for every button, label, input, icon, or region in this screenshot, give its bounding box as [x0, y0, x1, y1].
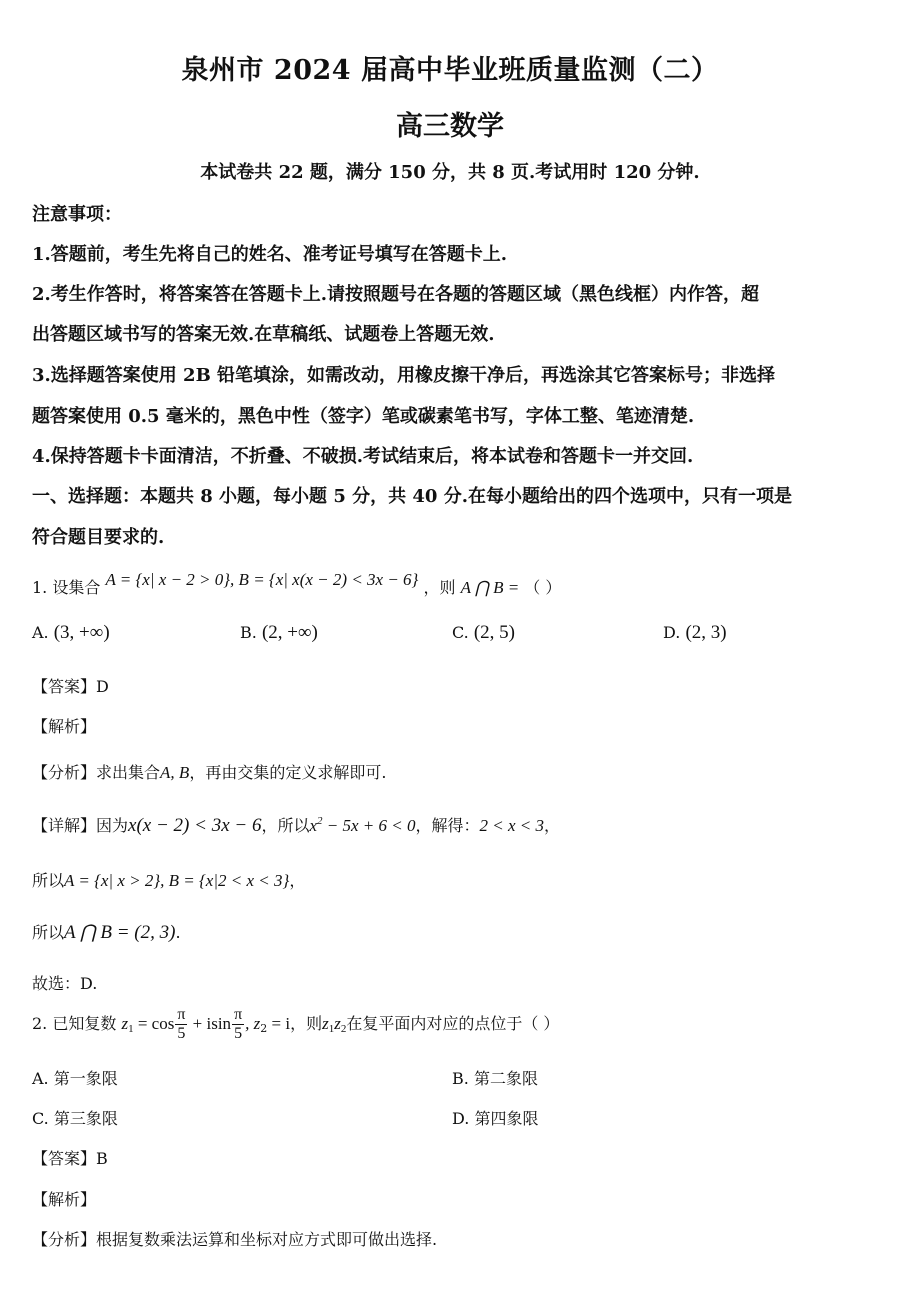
question-2-answer: [32, 1146, 872, 1169]
question-1-detail: [32, 813, 872, 837]
q2-z1-expr: [121, 1014, 174, 1033]
q2-tail: 在复平面内对应的点位于（ ）: [346, 1014, 560, 1033]
notes-heading: 注意事项：: [32, 204, 122, 225]
option-b-value: (2, +∞): [261, 622, 318, 643]
detail-text-c: ，解得：: [415, 816, 480, 835]
q2-eq-i: = i: [267, 1014, 291, 1033]
question-1-then: ，则: [423, 578, 456, 597]
q2-frac-1: [175, 1006, 187, 1043]
section-heading-line2: 符合题目要求的.: [32, 527, 165, 548]
so2-math: A ⋂ B = (2, 3): [64, 922, 176, 943]
detail-math-3: 2 < x < 3: [479, 816, 544, 835]
section-heading-line1: 一、选择题：本题共 8 小题，每小题 5 分，共 40 分.在每小题给出的四个选项中，只有一项是: [32, 486, 792, 507]
question-1-option-c: [452, 622, 515, 644]
fenxi-tag: 【分析】: [32, 763, 97, 782]
note-4: 4.保持答题卡卡面清洁，不折叠、不破损.考试结束后，将本试卷和答题卡一并交回.: [32, 446, 694, 467]
answer-tag: 【答案】: [32, 677, 97, 696]
question-1-option-b: [240, 622, 318, 644]
question-2-stem: [32, 1006, 872, 1043]
question-1-so-sets: [32, 868, 872, 891]
option-d-value: (2, 3): [685, 622, 727, 643]
q2-prefix: 2. 已知复数: [32, 1014, 117, 1033]
detail-math-2-x: x: [309, 816, 318, 835]
q2-comma-z: , z: [245, 1014, 261, 1033]
question-2-fenxi: [32, 1227, 872, 1250]
note-3-line2: 题答案使用 0.5 毫米的，黑色中性（签字）笔或碳素笔书写，字体工整、笔迹清楚.: [32, 406, 695, 427]
q2-option-b-label: B.: [452, 1069, 469, 1088]
question-2-option-a: [32, 1066, 118, 1089]
q2-option-c-label: C.: [32, 1109, 49, 1128]
option-d-label: D.: [663, 623, 681, 642]
exam-subject: 高三数学: [396, 111, 504, 142]
so1-text: 所以: [32, 871, 65, 890]
q2-mid-text: ，则: [290, 1014, 323, 1033]
option-a-value: (3, +∞): [53, 622, 110, 643]
q2-fenxi-text: 根据复数乘法运算和坐标对应方式即可做出选择.: [96, 1230, 438, 1249]
q2-z2-sub: 2: [260, 1022, 268, 1035]
q2-option-d-value: 第四象限: [474, 1109, 539, 1128]
q2-prod-z2: z: [334, 1014, 341, 1033]
answer-value: D: [96, 677, 109, 696]
question-2-option-c: [32, 1106, 118, 1129]
question-1-analysis-tag: 【解析】: [32, 717, 97, 736]
question-2-option-b: [452, 1066, 538, 1089]
q2-frac-1-den: 5: [177, 1025, 186, 1042]
note-1: 1.答题前，考生先将自己的姓名、准考证号填写在答题卡上.: [32, 244, 508, 265]
question-1-option-a: [32, 622, 110, 644]
note-2-line1: 2.考生作答时，将答案答在答题卡上.请按照题号在各题的答题区域（黑色线框）内作答，超: [32, 284, 760, 305]
option-c-label: C.: [452, 623, 469, 642]
option-b-label: B.: [240, 623, 257, 642]
question-2-option-d: [452, 1106, 538, 1129]
question-1-expr: A ⋂ B =: [460, 578, 520, 597]
option-a-label: A.: [32, 623, 49, 642]
q2-frac-2-num: π: [234, 1006, 243, 1023]
so2-text: 所以: [32, 923, 65, 942]
q2-eq-cos: = cos: [133, 1014, 175, 1033]
note-2-line2: 出答题区域书写的答案无效.在草稿纸、试题卷上答题无效.: [32, 324, 495, 345]
q2-prod-sub1: 1: [328, 1023, 335, 1035]
q2-frac-2: [232, 1006, 244, 1043]
q2-answer-tag: 【答案】: [32, 1149, 97, 1168]
q2-z1: z: [121, 1014, 129, 1033]
question-1-paren: （ ）: [524, 578, 562, 597]
exam-intro: 本试卷共 22 题，满分 150 分，共 8 页.考试用时 120 分钟.: [200, 162, 700, 183]
question-1-sets: A = {x| x − 2 > 0}, B = {x| x(x − 2) < 3x − 6}: [105, 570, 419, 589]
q2-product: [322, 1014, 346, 1033]
fenxi-math: A, B: [160, 763, 190, 782]
question-1-so-result: [32, 920, 872, 944]
so2-end: .: [175, 923, 181, 942]
q2-option-d-label: D.: [452, 1109, 470, 1128]
q2-option-c-value: 第三象限: [53, 1109, 118, 1128]
detail-math-2-rest: − 5x + 6 < 0: [322, 816, 416, 835]
q2-prod-sub2: 2: [340, 1023, 347, 1035]
detail-tag: 【详解】: [32, 816, 97, 835]
q2-plus-isin: + isin: [188, 1014, 232, 1033]
question-1-stem: [32, 570, 872, 598]
fenxi-text-b: ，再由交集的定义求解即可.: [189, 763, 387, 782]
question-2-analysis-tag: 【解析】: [32, 1190, 97, 1209]
question-1-pick: 故选：D.: [32, 974, 98, 993]
q2-answer-value: B: [96, 1149, 108, 1168]
note-3-line1: 3.选择题答案使用 2B 铅笔填涂，如需改动，用橡皮擦干净后，再选涂其它答案标号；非选择: [32, 365, 776, 386]
q2-z1-sub: 1: [128, 1023, 134, 1035]
detail-text-d: ，: [544, 816, 561, 835]
detail-text-a: 因为: [96, 816, 129, 835]
question-1-option-d: [663, 622, 727, 644]
detail-math-1: x(x − 2) < 3x − 6: [128, 815, 262, 836]
q2-option-b-value: 第二象限: [473, 1069, 538, 1088]
so1-math: A = {x| x > 2}, B = {x|2 < x < 3}: [64, 871, 290, 890]
exam-title: 泉州市 2024 届高中毕业班质量监测（二）: [181, 55, 719, 86]
question-1-fenxi: [32, 760, 872, 783]
detail-text-b: ，所以: [261, 816, 310, 835]
q2-fenxi-tag: 【分析】: [32, 1230, 97, 1249]
q2-prod-z1: z: [322, 1014, 329, 1033]
fenxi-text-a: 求出集合: [96, 763, 161, 782]
option-c-value: (2, 5): [473, 622, 516, 643]
q2-frac-1-num: π: [177, 1006, 186, 1023]
detail-math-2: [309, 816, 415, 835]
q2-frac-2-den: 5: [234, 1025, 243, 1042]
detail-math-2-exp: 2: [317, 815, 323, 827]
question-1-prefix: 1. 设集合: [32, 578, 101, 597]
question-1-answer: [32, 674, 872, 697]
so1-end: ，: [289, 871, 306, 890]
q2-option-a-value: 第一象限: [53, 1069, 118, 1088]
q2-option-a-label: A.: [32, 1069, 49, 1088]
